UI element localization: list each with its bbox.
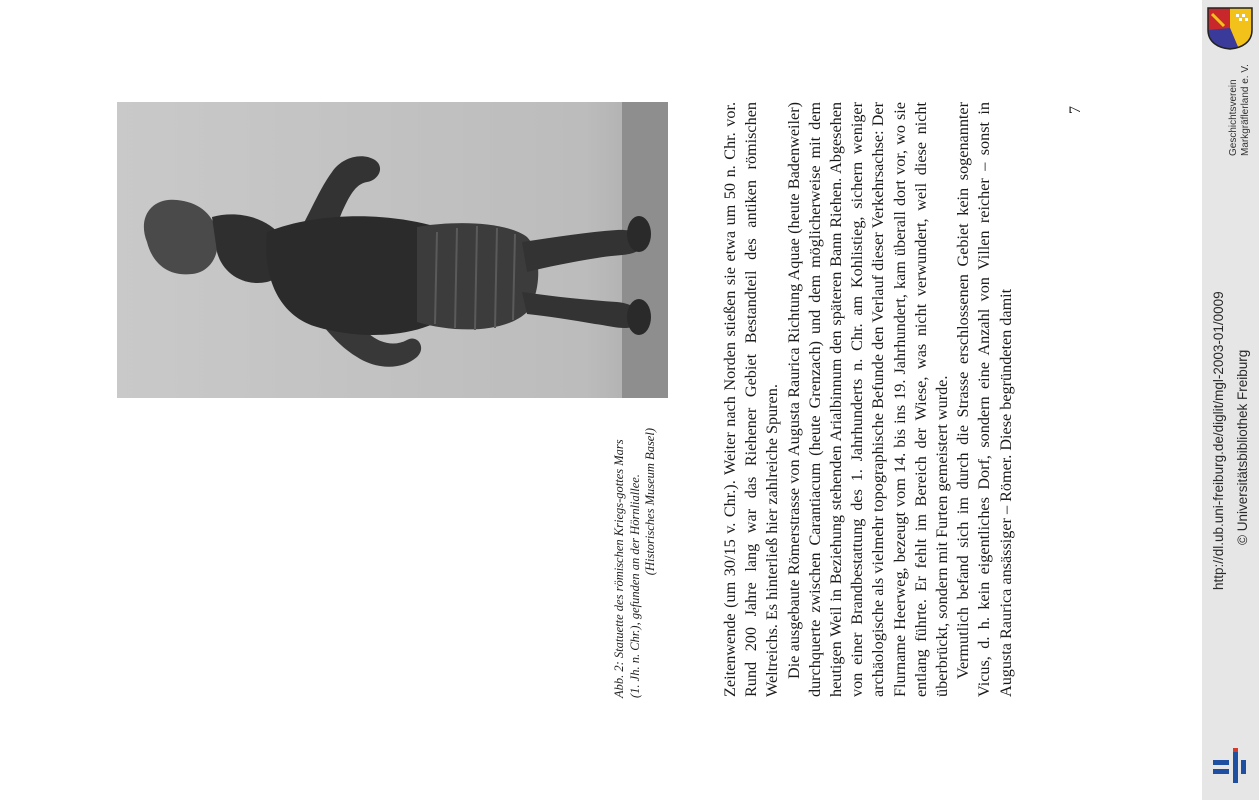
- paragraph-1: Zeitenwende (um 30/15 v. Chr.). Weiter nach Norden stießen sie etwa um 50 n. Chr. vor. Rund 200 Jahre lang war das Riehener Gebiet Bestandteil des antiken römischen Weltreichs. Es hinterließ hier zahlreiche Spuren.: [721, 102, 782, 697]
- caption-credit: (Historisches Museum Basel): [643, 428, 657, 576]
- society-name-line1: Geschichtsverein: [1228, 79, 1239, 156]
- page-number: 7: [1067, 106, 1084, 114]
- society-name-line2: Markgräflerland e. V.: [1240, 64, 1251, 156]
- statuette-image: [117, 102, 668, 398]
- copyright-notice: © Universitätsbibliothek Freiburg: [1235, 349, 1250, 545]
- ub-freiburg-logo-icon: [1209, 748, 1253, 786]
- mars-statuette-photo: [117, 102, 668, 398]
- body-text: [720, 102, 1017, 697]
- figure-caption: [612, 428, 659, 698]
- society-crest-icon: [1206, 6, 1254, 50]
- paragraph-3: Vermutlich befand sich im durch die Strasse erschlossenen Gebiet kein sogenannter Vicus, d. h. kein eigentliches Dorf, sondern eine Anzahl von Villen reicher – sonst in Augusta Raurica ansässiger – Römer. Diese begründeten damit: [954, 102, 1015, 697]
- caption-text: Abb. 2: Statuette des römischen Kriegs-gottes Mars (1. Jh. n. Chr.), gefunden an der Hörnliallee.: [612, 439, 642, 698]
- document-url[interactable]: http://dl.ub.uni-freiburg.de/diglit/mgl-2003-01/0009: [1211, 291, 1226, 590]
- paragraph-2: Die ausgebaute Römerstrasse von Augusta Raurica Richtung Aquae (heute Badenweiler) durchquerte zwischen Carantiacum (heute Grenzach) und dem möglicherweise mit dem heutigen Weil in Beziehung stehenden Arialbinnum den späteren Bann Riehen. Abgesehen von einer Brandbestattung des 1. Jahrhunderts n. Chr. am Kohlistieg, sichern weniger archäologische als vielmehr topographische Befunde den Verlauf dieser Verkehrsachse: Der Flurname Heerweg, bezeugt vom 14. bis ins 19. Jahrhundert, kam überall dort vor, wo sie entlang führte. Er fehlt im Bereich der Wiese, was nicht verwundert, weil diese nicht überbrückt, sondern mit Furten gemeistert wurde.: [784, 102, 952, 697]
